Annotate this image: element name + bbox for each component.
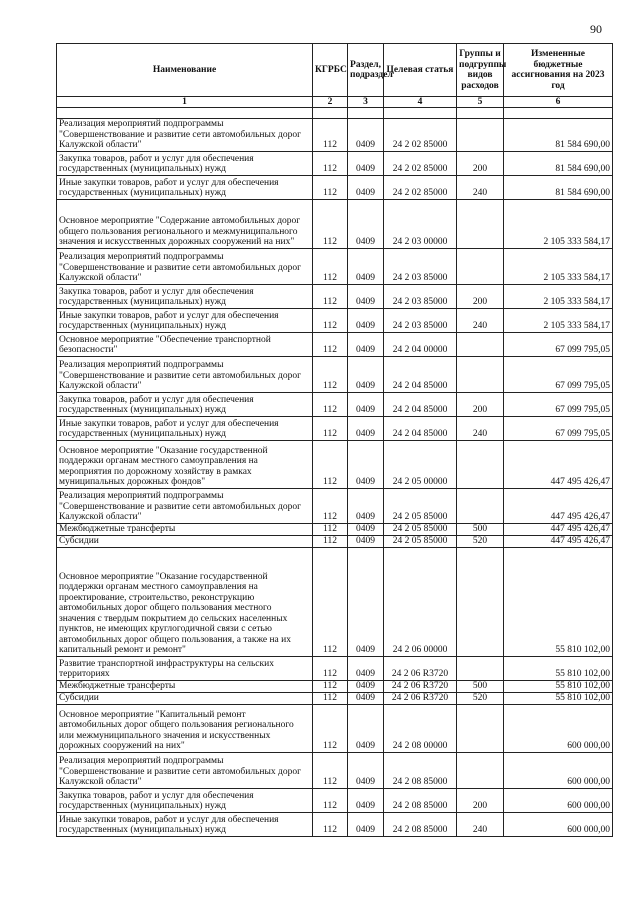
row-section: 0409 [348,151,384,175]
table-row [57,547,613,656]
row-section: 0409 [348,680,384,692]
row-name: Иные закупки товаров, работ и услуг для обеспечения государственных (муниципальных) нужд [57,175,313,199]
column-number: 2 [313,97,348,108]
row-group [457,704,504,752]
row-kgrbs: 112 [313,680,348,692]
row-section: 0409 [348,788,384,812]
row-article: 24 2 03 00000 [384,199,457,248]
row-amount: 67 099 795,05 [504,416,613,440]
row-group: 200 [457,788,504,812]
header-groups: Группы и подгруппы видов расходов [457,44,504,97]
header-name: Наименование [57,44,313,97]
table-row [57,248,613,284]
row-kgrbs: 112 [313,523,348,535]
column-number: 1 [57,97,313,108]
row-group: 520 [457,692,504,704]
row-kgrbs: 112 [313,788,348,812]
row-article: 24 2 02 85000 [384,151,457,175]
row-section: 0409 [348,692,384,704]
row-kgrbs: 112 [313,440,348,488]
row-kgrbs: 112 [313,248,348,284]
row-name: Закупка товаров, работ и услуг для обеспечения государственных (муниципальных) нужд [57,284,313,308]
row-article: 24 2 08 85000 [384,788,457,812]
row-amount: 447 495 426,47 [504,523,613,535]
row-group [457,656,504,680]
row-article: 24 2 05 85000 [384,488,457,523]
row-kgrbs: 112 [313,416,348,440]
row-amount: 600 000,00 [504,788,613,812]
row-group: 500 [457,523,504,535]
row-group [457,440,504,488]
column-number-row [57,97,613,108]
row-section: 0409 [348,547,384,656]
row-name: Иные закупки товаров, работ и услуг для обеспечения государственных (муниципальных) нужд [57,308,313,332]
row-article: 24 2 05 85000 [384,535,457,547]
row-group: 200 [457,392,504,416]
row-article: 24 2 03 85000 [384,308,457,332]
row-section: 0409 [348,199,384,248]
table-row [57,704,613,752]
row-name: Субсидии [57,535,313,547]
row-article: 24 2 04 00000 [384,332,457,356]
row-name: Закупка товаров, работ и услуг для обеспечения государственных (муниципальных) нужд [57,151,313,175]
row-section: 0409 [348,656,384,680]
table-body [57,108,613,837]
row-name: Иные закупки товаров, работ и услуг для обеспечения государственных (муниципальных) нужд [57,416,313,440]
row-amount: 67 099 795,05 [504,332,613,356]
row-section: 0409 [348,392,384,416]
header-article: Целевая статья [384,44,457,97]
row-kgrbs: 112 [313,356,348,392]
row-group: 240 [457,308,504,332]
header-kgrbs: КГРБС [313,44,348,97]
table-row [57,752,613,788]
row-kgrbs: 112 [313,308,348,332]
table-row [57,284,613,308]
row-kgrbs: 112 [313,392,348,416]
row-article: 24 2 08 85000 [384,752,457,788]
row-article: 24 2 02 85000 [384,119,457,152]
budget-table [56,43,613,837]
row-amount: 81 584 690,00 [504,119,613,152]
row-group [457,547,504,656]
row-group [457,199,504,248]
row-section: 0409 [348,332,384,356]
row-name: Закупка товаров, работ и услуг для обеспечения государственных (муниципальных) нужд [57,788,313,812]
row-kgrbs: 112 [313,752,348,788]
header-amount: Измененные бюджетные ассигнования на 2023 год [504,44,613,97]
row-article: 24 2 02 85000 [384,175,457,199]
row-name: Межбюджетные трансферты [57,680,313,692]
table-row [57,175,613,199]
row-amount: 2 105 333 584,17 [504,308,613,332]
row-name: Субсидии [57,692,313,704]
row-group [457,356,504,392]
row-article: 24 2 03 85000 [384,284,457,308]
table-row [57,151,613,175]
row-group [457,332,504,356]
row-amount: 81 584 690,00 [504,151,613,175]
row-kgrbs: 112 [313,547,348,656]
row-name: Реализация мероприятий подпрограммы "Совершенствование и развитие сети автомобильных дорог Калужской области" [57,488,313,523]
row-kgrbs: 112 [313,692,348,704]
row-name: Иные закупки товаров, работ и услуг для обеспечения государственных (муниципальных) нужд [57,812,313,836]
row-article: 24 2 06 R3720 [384,692,457,704]
row-section: 0409 [348,119,384,152]
row-group [457,752,504,788]
row-kgrbs: 112 [313,656,348,680]
row-group [457,488,504,523]
row-group: 200 [457,151,504,175]
table-row [57,812,613,836]
row-section: 0409 [348,488,384,523]
row-kgrbs: 112 [313,812,348,836]
row-kgrbs: 112 [313,332,348,356]
row-article: 24 2 06 R3720 [384,656,457,680]
row-section: 0409 [348,248,384,284]
row-article: 24 2 05 85000 [384,523,457,535]
row-article: 24 2 08 85000 [384,812,457,836]
row-section: 0409 [348,175,384,199]
row-amount: 55 810 102,00 [504,692,613,704]
table-row [57,332,613,356]
row-amount: 447 495 426,47 [504,535,613,547]
table-row [57,535,613,547]
row-amount: 447 495 426,47 [504,440,613,488]
row-article: 24 2 05 00000 [384,440,457,488]
row-section: 0409 [348,440,384,488]
table-row [57,308,613,332]
column-number: 3 [348,97,384,108]
row-name: Реализация мероприятий подпрограммы "Совершенствование и развитие сети автомобильных дорог Калужской области" [57,248,313,284]
row-section: 0409 [348,812,384,836]
table-row [57,692,613,704]
row-article: 24 2 06 R3720 [384,680,457,692]
row-amount: 600 000,00 [504,752,613,788]
row-name: Реализация мероприятий подпрограммы "Совершенствование и развитие сети автомобильных дорог Калужской области" [57,356,313,392]
row-group: 240 [457,175,504,199]
row-name: Реализация мероприятий подпрограммы "Совершенствование и развитие сети автомобильных дорог Калужской области" [57,119,313,152]
row-amount: 2 105 333 584,17 [504,199,613,248]
row-kgrbs: 112 [313,199,348,248]
table-row [57,440,613,488]
row-article: 24 2 06 00000 [384,547,457,656]
column-number: 4 [384,97,457,108]
row-group: 200 [457,284,504,308]
page-number: 90 [590,22,602,36]
row-article: 24 2 08 00000 [384,704,457,752]
row-article: 24 2 04 85000 [384,356,457,392]
row-article: 24 2 04 85000 [384,416,457,440]
row-section: 0409 [348,704,384,752]
row-name: Основное мероприятие "Содержание автомобильных дорог общего пользования регионального и межмуниципального значения и искусственных дорожных сооружений на них" [57,199,313,248]
row-kgrbs: 112 [313,535,348,547]
header-section: Раздел, подраздел [348,44,384,97]
row-name: Основное мероприятие "Капитальный ремонт автомобильных дорог общего пользования регионального или межмуниципального значения и искусственных дорожных сооружений на них" [57,704,313,752]
row-group: 520 [457,535,504,547]
row-amount: 600 000,00 [504,812,613,836]
row-amount: 67 099 795,05 [504,392,613,416]
row-name: Основное мероприятие "Оказание государственной поддержки органам местного самоуправления на проектирование, строительство, реконструкцию автомобильных дорог общего пользования местного значения с твердым покрытием до сельских населенных пунктов, не имеющих круглогодичной связи с сетью автомобильных дорог общего пользования, а также на их капитальный ремонт и ремонт" [57,547,313,656]
row-group: 240 [457,812,504,836]
row-group: 500 [457,680,504,692]
row-amount: 55 810 102,00 [504,547,613,656]
row-kgrbs: 112 [313,119,348,152]
row-kgrbs: 112 [313,488,348,523]
row-group [457,248,504,284]
row-amount: 2 105 333 584,17 [504,248,613,284]
table-row [57,656,613,680]
table-row [57,356,613,392]
row-name: Основное мероприятие "Обеспечение транспортной безопасности" [57,332,313,356]
row-section: 0409 [348,356,384,392]
row-kgrbs: 112 [313,704,348,752]
row-amount: 81 584 690,00 [504,175,613,199]
row-article: 24 2 03 85000 [384,248,457,284]
table-row [57,119,613,152]
table-row [57,488,613,523]
row-amount: 55 810 102,00 [504,656,613,680]
row-amount: 600 000,00 [504,704,613,752]
row-section: 0409 [348,535,384,547]
row-group [457,119,504,152]
row-name: Развитие транспортной инфраструктуры на сельских территориях [57,656,313,680]
table-row [57,680,613,692]
table-row [57,392,613,416]
row-name: Межбюджетные трансферты [57,523,313,535]
row-amount: 447 495 426,47 [504,488,613,523]
row-amount: 67 099 795,05 [504,356,613,392]
row-amount: 2 105 333 584,17 [504,284,613,308]
row-kgrbs: 112 [313,151,348,175]
row-amount: 55 810 102,00 [504,680,613,692]
table-row [57,416,613,440]
row-name: Основное мероприятие "Оказание государственной поддержки органам местного самоуправления на мероприятия по дорожному хозяйству в рамках муниципальных дорожных фондов" [57,440,313,488]
row-kgrbs: 112 [313,284,348,308]
table-row [57,199,613,248]
table-row [57,523,613,535]
row-article: 24 2 04 85000 [384,392,457,416]
row-name: Реализация мероприятий подпрограммы "Совершенствование и развитие сети автомобильных дорог Калужской области" [57,752,313,788]
row-group: 240 [457,416,504,440]
spacer-row [57,108,613,119]
row-section: 0409 [348,416,384,440]
row-section: 0409 [348,284,384,308]
row-name: Закупка товаров, работ и услуг для обеспечения государственных (муниципальных) нужд [57,392,313,416]
row-section: 0409 [348,523,384,535]
row-section: 0409 [348,308,384,332]
column-number: 5 [457,97,504,108]
column-number: 6 [504,97,613,108]
row-kgrbs: 112 [313,175,348,199]
table-header-row [57,44,613,97]
table-row [57,788,613,812]
row-section: 0409 [348,752,384,788]
